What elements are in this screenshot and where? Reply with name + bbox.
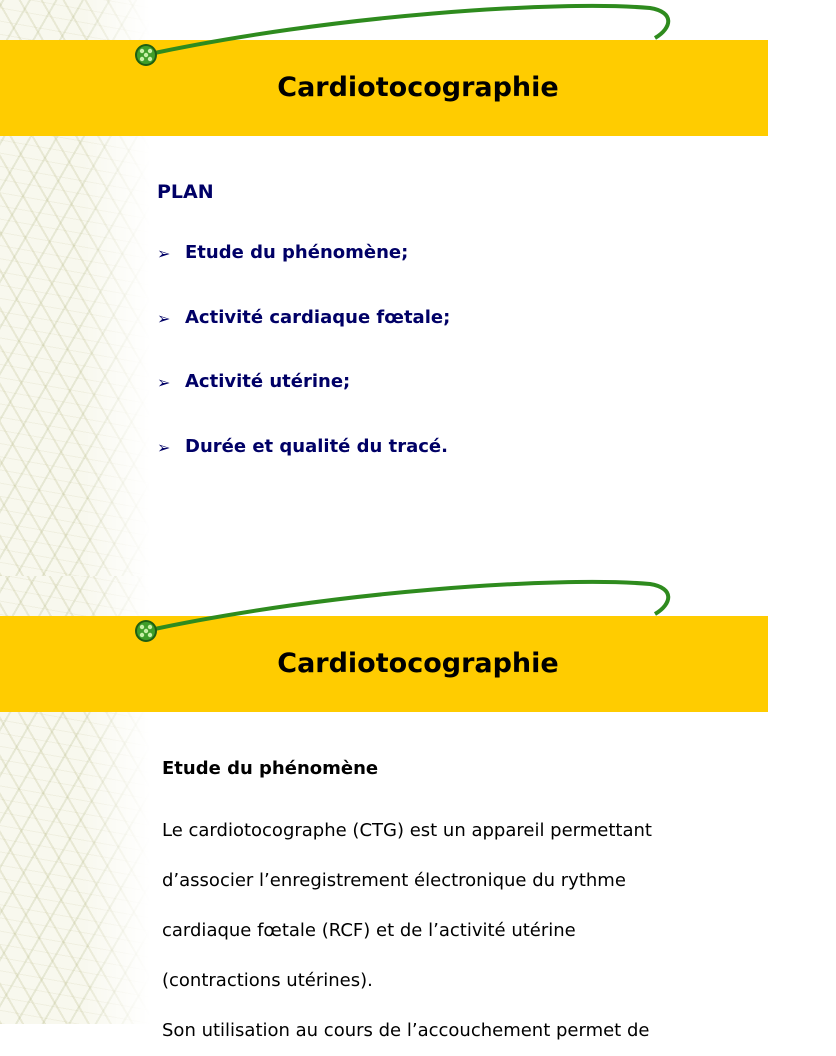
list-item-label: Activité utérine; (185, 371, 351, 392)
paragraph-line: d’associer l’enregistrement électronique du rythme (162, 870, 626, 891)
paragraph-line: Son utilisation au cours de l’accouchement permet de (162, 1020, 650, 1041)
paragraph-line: Le cardiotocographe (CTG) est un appareil permettant (162, 820, 652, 841)
paragraph-line: cardiaque fœtale (RCF) et de l’activité utérine (162, 920, 576, 941)
list-item-label: Etude du phénomène; (185, 242, 409, 263)
list-item-label: Activité cardiaque fœtale; (185, 306, 451, 328)
green-swoosh-decoration (0, 576, 768, 656)
list-item (157, 436, 450, 501)
bullet-arrow-icon: ➢ (157, 373, 171, 392)
list-item (157, 242, 450, 307)
bullet-arrow-icon: ➢ (157, 437, 171, 457)
section-title: Etude du phénomène (162, 758, 379, 779)
slide-title: Cardiotocographie (277, 72, 559, 103)
list-item (157, 307, 450, 372)
plan-list (157, 242, 450, 500)
bullet-arrow-icon: ➢ (157, 244, 171, 263)
slide-title: Cardiotocographie (277, 648, 559, 679)
plan-heading: PLAN (157, 181, 214, 203)
green-bead-icon (135, 620, 157, 642)
body-paragraph (162, 806, 762, 1056)
slide-2 (0, 576, 768, 1041)
list-item (157, 371, 450, 436)
green-bead-icon (135, 44, 157, 66)
bullet-arrow-icon: ➢ (157, 308, 171, 328)
list-item-label: Durée et qualité du tracé. (185, 435, 448, 457)
paragraph-line: (contractions utérines). (162, 970, 373, 991)
green-swoosh-decoration (0, 0, 768, 80)
